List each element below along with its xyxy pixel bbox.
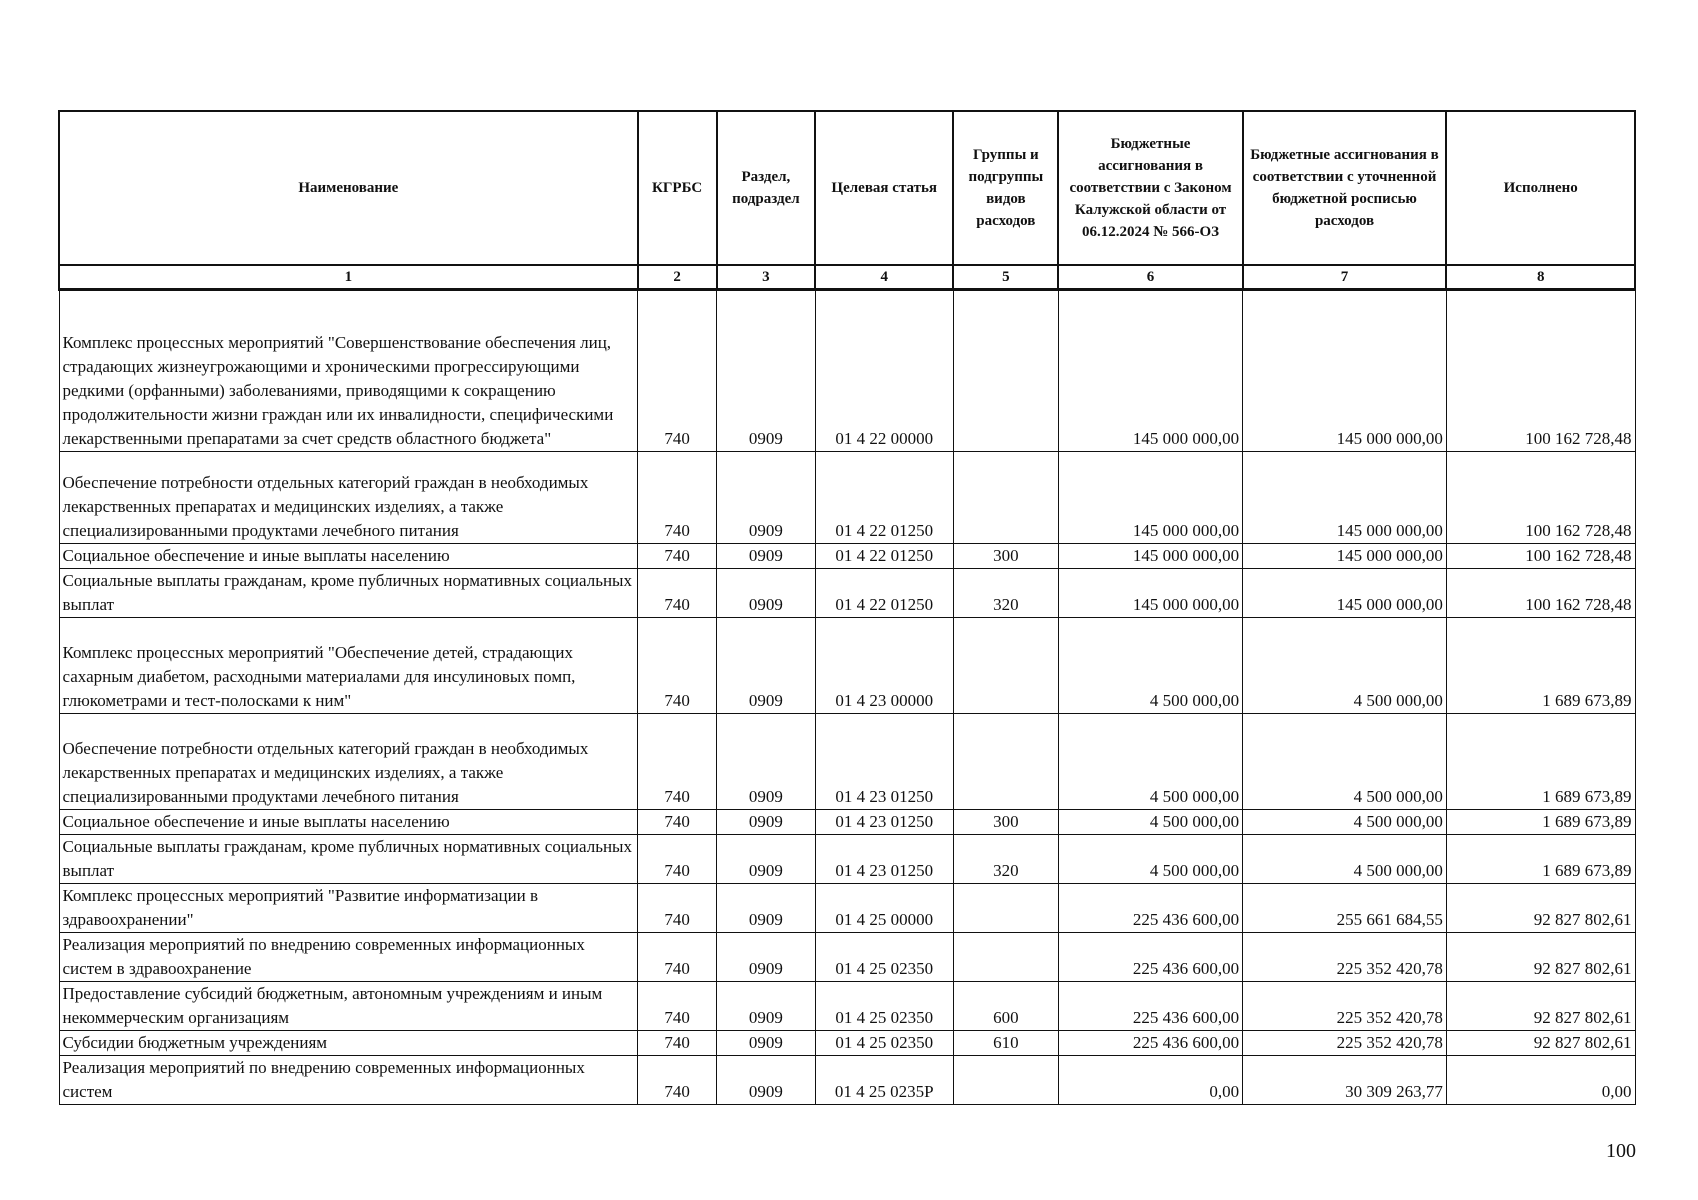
row-name: Реализация мероприятий по внедрению современных информационных систем: [59, 1056, 638, 1105]
row-executed-amount: 0,00: [1446, 1056, 1635, 1105]
row-refined-amount: 4 500 000,00: [1243, 835, 1447, 884]
row-section: 0909: [717, 982, 816, 1031]
row-executed-amount: 92 827 802,61: [1446, 982, 1635, 1031]
table-row: [59, 452, 1635, 544]
row-kgrbs: 740: [638, 884, 717, 933]
row-group: [953, 714, 1058, 810]
row-law-amount: 225 436 600,00: [1058, 1031, 1242, 1056]
row-section: 0909: [717, 569, 816, 618]
row-section: 0909: [717, 714, 816, 810]
row-law-amount: 225 436 600,00: [1058, 933, 1242, 982]
row-law-amount: 0,00: [1058, 1056, 1242, 1105]
row-group: 320: [953, 569, 1058, 618]
table-body: [59, 290, 1635, 1105]
table-row: [59, 884, 1635, 933]
header-row: [59, 111, 1635, 265]
row-name: Реализация мероприятий по внедрению современных информационных систем в здравоохранение: [59, 933, 638, 982]
row-kgrbs: 740: [638, 835, 717, 884]
row-kgrbs: 740: [638, 933, 717, 982]
row-group: [953, 933, 1058, 982]
row-refined-amount: 145 000 000,00: [1243, 544, 1447, 569]
row-refined-amount: 225 352 420,78: [1243, 1031, 1447, 1056]
row-executed-amount: 100 162 728,48: [1446, 569, 1635, 618]
row-refined-amount: 145 000 000,00: [1243, 452, 1447, 544]
column-number: 7: [1243, 265, 1447, 290]
row-group: [953, 452, 1058, 544]
row-law-amount: 145 000 000,00: [1058, 544, 1242, 569]
row-law-amount: 4 500 000,00: [1058, 618, 1242, 714]
row-law-amount: 4 500 000,00: [1058, 810, 1242, 835]
row-section: 0909: [717, 933, 816, 982]
row-kgrbs: 740: [638, 452, 717, 544]
row-target: 01 4 23 01250: [815, 714, 953, 810]
row-name: Социальные выплаты гражданам, кроме публичных нормативных социальных выплат: [59, 569, 638, 618]
row-executed-amount: 100 162 728,48: [1446, 290, 1635, 452]
row-target: 01 4 25 02350: [815, 982, 953, 1031]
row-kgrbs: 740: [638, 1031, 717, 1056]
row-kgrbs: 740: [638, 544, 717, 569]
row-section: 0909: [717, 1031, 816, 1056]
column-number: 1: [59, 265, 638, 290]
row-name: Обеспечение потребности отдельных категорий граждан в необходимых лекарственных препаратах и медицинских изделиях, а также специализированными продуктами лечебного питания: [59, 714, 638, 810]
row-law-amount: 4 500 000,00: [1058, 835, 1242, 884]
row-group: [953, 1056, 1058, 1105]
row-group: [953, 290, 1058, 452]
row-refined-amount: 30 309 263,77: [1243, 1056, 1447, 1105]
row-target: 01 4 25 02350: [815, 1031, 953, 1056]
row-target: 01 4 22 00000: [815, 290, 953, 452]
header-kgrbs: КГРБС: [638, 111, 717, 265]
row-executed-amount: 92 827 802,61: [1446, 1031, 1635, 1056]
row-kgrbs: 740: [638, 1056, 717, 1105]
row-refined-amount: 225 352 420,78: [1243, 982, 1447, 1031]
table-row: [59, 290, 1635, 452]
row-executed-amount: 92 827 802,61: [1446, 933, 1635, 982]
row-section: 0909: [717, 835, 816, 884]
row-refined-amount: 145 000 000,00: [1243, 569, 1447, 618]
row-name: Комплекс процессных мероприятий "Обеспечение детей, страдающих сахарным диабетом, расходными материалами для инсулиновых помп, глюкометрами и тест-полосками к ним": [59, 618, 638, 714]
table-row: [59, 1031, 1635, 1056]
row-section: 0909: [717, 1056, 816, 1105]
table-row: [59, 835, 1635, 884]
table-row: [59, 1056, 1635, 1105]
row-group: 320: [953, 835, 1058, 884]
budget-execution-table: [58, 110, 1636, 1105]
row-refined-amount: 225 352 420,78: [1243, 933, 1447, 982]
row-group: 610: [953, 1031, 1058, 1056]
row-section: 0909: [717, 452, 816, 544]
row-executed-amount: 92 827 802,61: [1446, 884, 1635, 933]
row-executed-amount: 1 689 673,89: [1446, 618, 1635, 714]
row-target: 01 4 22 01250: [815, 569, 953, 618]
row-section: 0909: [717, 884, 816, 933]
row-target: 01 4 23 01250: [815, 810, 953, 835]
row-target: 01 4 22 01250: [815, 452, 953, 544]
header-target-article: Целевая статья: [815, 111, 953, 265]
row-section: 0909: [717, 290, 816, 452]
row-refined-amount: 4 500 000,00: [1243, 714, 1447, 810]
row-group: 300: [953, 544, 1058, 569]
row-kgrbs: 740: [638, 982, 717, 1031]
row-executed-amount: 1 689 673,89: [1446, 835, 1635, 884]
row-kgrbs: 740: [638, 569, 717, 618]
table-header: [59, 111, 1635, 290]
table-row: [59, 810, 1635, 835]
column-number: 2: [638, 265, 717, 290]
row-law-amount: 145 000 000,00: [1058, 452, 1242, 544]
row-target: 01 4 23 00000: [815, 618, 953, 714]
row-law-amount: 145 000 000,00: [1058, 569, 1242, 618]
row-refined-amount: 255 661 684,55: [1243, 884, 1447, 933]
row-executed-amount: 100 162 728,48: [1446, 452, 1635, 544]
row-name: Обеспечение потребности отдельных категорий граждан в необходимых лекарственных препаратах и медицинских изделиях, а также специализированными продуктами лечебного питания: [59, 452, 638, 544]
table-row: [59, 714, 1635, 810]
column-number: 6: [1058, 265, 1242, 290]
row-target: 01 4 25 02350: [815, 933, 953, 982]
row-section: 0909: [717, 618, 816, 714]
row-refined-amount: 4 500 000,00: [1243, 810, 1447, 835]
column-number-row: [59, 265, 1635, 290]
header-executed: Исполнено: [1446, 111, 1635, 265]
column-number: 8: [1446, 265, 1635, 290]
row-refined-amount: 4 500 000,00: [1243, 618, 1447, 714]
column-number: 5: [953, 265, 1058, 290]
row-executed-amount: 1 689 673,89: [1446, 714, 1635, 810]
row-group: [953, 884, 1058, 933]
row-refined-amount: 145 000 000,00: [1243, 290, 1447, 452]
table-row: [59, 933, 1635, 982]
header-name: Наименование: [59, 111, 638, 265]
row-section: 0909: [717, 810, 816, 835]
table-row: [59, 544, 1635, 569]
column-number: 4: [815, 265, 953, 290]
header-expense-group: Группы и подгруппы видов расходов: [953, 111, 1058, 265]
row-group: 600: [953, 982, 1058, 1031]
row-name: Социальное обеспечение и иные выплаты населению: [59, 544, 638, 569]
row-name: Комплекс процессных мероприятий "Развитие информатизации в здравоохранении": [59, 884, 638, 933]
row-name: Субсидии бюджетным учреждениям: [59, 1031, 638, 1056]
row-target: 01 4 25 00000: [815, 884, 953, 933]
row-law-amount: 145 000 000,00: [1058, 290, 1242, 452]
header-law-allocation: Бюджетные ассигнования в соответствии с Законом Калужской области от 06.12.2024 № 566-ОЗ: [1058, 111, 1242, 265]
row-executed-amount: 1 689 673,89: [1446, 810, 1635, 835]
row-law-amount: 225 436 600,00: [1058, 884, 1242, 933]
row-kgrbs: 740: [638, 290, 717, 452]
row-kgrbs: 740: [638, 810, 717, 835]
row-target: 01 4 25 0235Р: [815, 1056, 953, 1105]
table-row: [59, 982, 1635, 1031]
row-name: Социальные выплаты гражданам, кроме публичных нормативных социальных выплат: [59, 835, 638, 884]
row-law-amount: 225 436 600,00: [1058, 982, 1242, 1031]
header-section: Раздел, подраздел: [717, 111, 816, 265]
row-group: [953, 618, 1058, 714]
page-number: 100: [1606, 1140, 1636, 1162]
row-group: 300: [953, 810, 1058, 835]
row-target: 01 4 23 01250: [815, 835, 953, 884]
row-name: Предоставление субсидий бюджетным, автономным учреждениям и иным некоммерческим организациям: [59, 982, 638, 1031]
row-kgrbs: 740: [638, 714, 717, 810]
row-target: 01 4 22 01250: [815, 544, 953, 569]
row-kgrbs: 740: [638, 618, 717, 714]
row-executed-amount: 100 162 728,48: [1446, 544, 1635, 569]
row-name: Социальное обеспечение и иные выплаты населению: [59, 810, 638, 835]
table-row: [59, 569, 1635, 618]
column-number: 3: [717, 265, 816, 290]
row-section: 0909: [717, 544, 816, 569]
header-refined-allocation: Бюджетные ассигнования в соответствии с уточненной бюджетной росписью расходов: [1243, 111, 1447, 265]
row-name: Комплекс процессных мероприятий "Совершенствование обеспечения лиц, страдающих жизнеугрожающими и хроническими прогрессирующими редкими (орфанными) заболеваниями, приводящими к сокращению продолжительности жизни граждан или их инвалидности, специфическими лекарственными препаратами за счет средств областного бюджета": [59, 290, 638, 452]
table-row: [59, 618, 1635, 714]
row-law-amount: 4 500 000,00: [1058, 714, 1242, 810]
